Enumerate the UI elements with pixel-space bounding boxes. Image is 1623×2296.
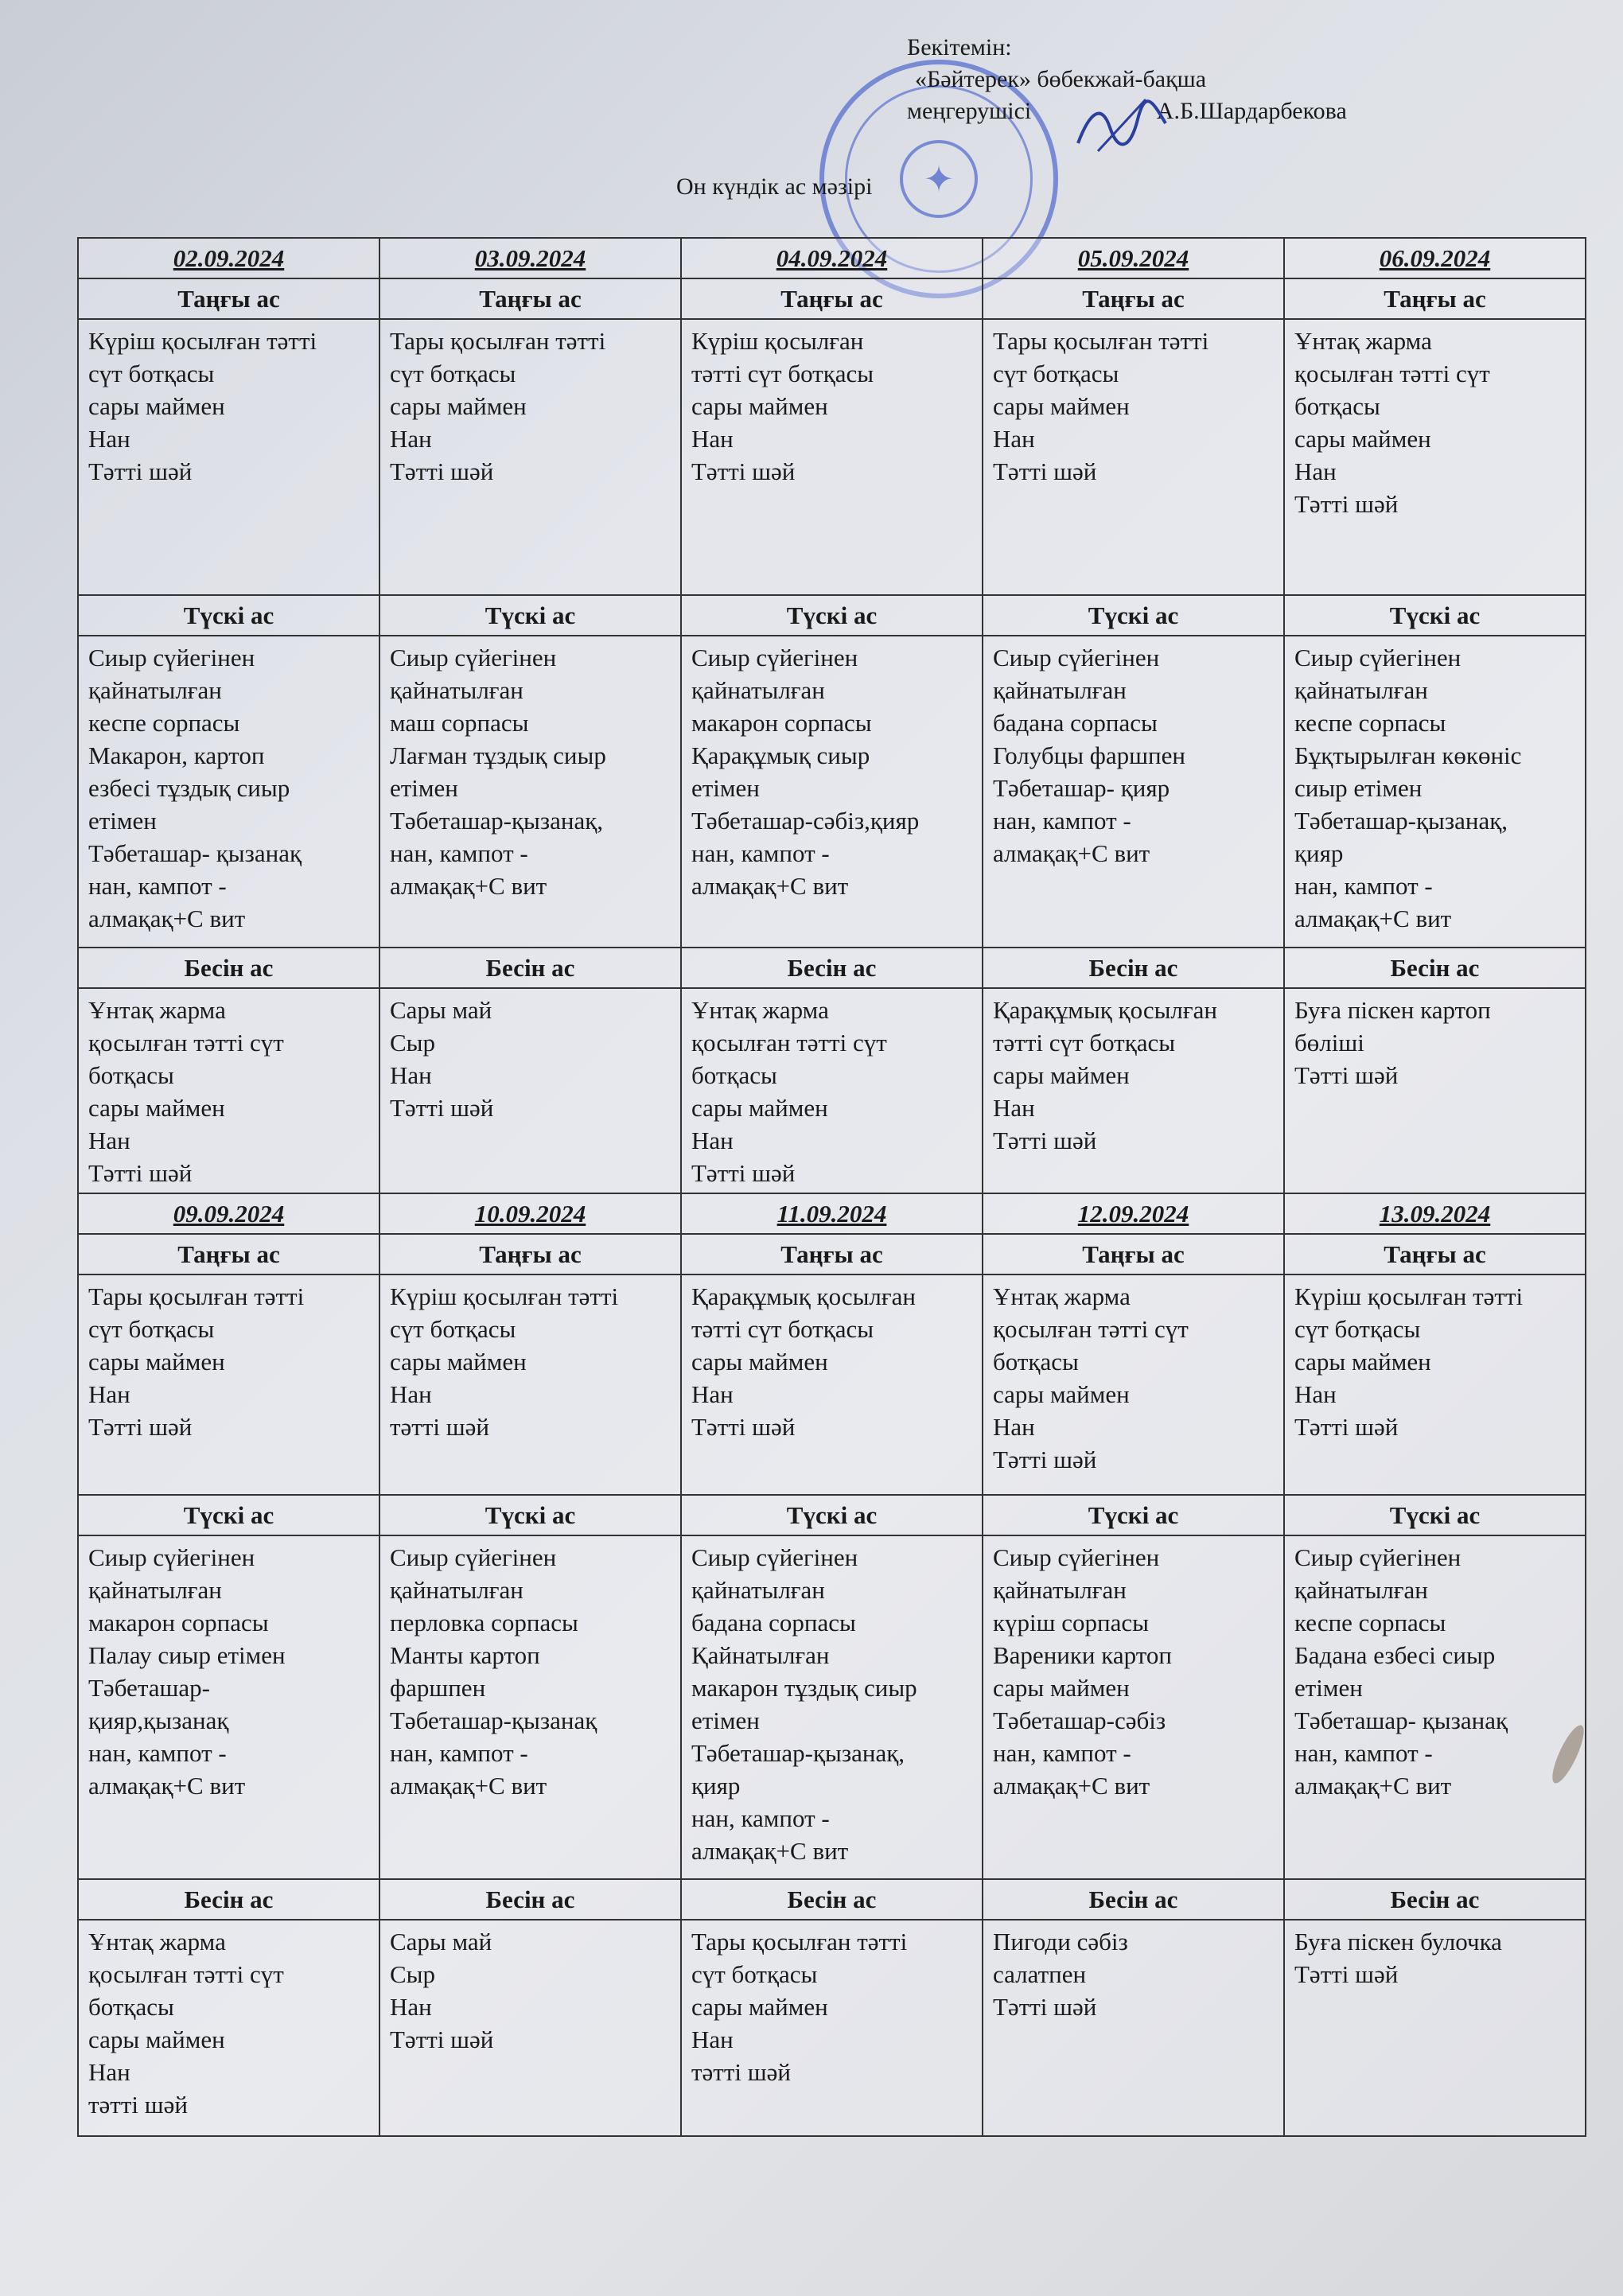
date-header-row — [78, 1193, 1586, 1234]
menu-line: Сыр — [390, 1029, 436, 1057]
snack-header-cell: Бесін ас — [78, 1879, 379, 1920]
breakfast-header-cell: Таңғы ас — [1284, 278, 1586, 319]
menu-line: Тәбеташар-қызанақ, — [1294, 807, 1508, 835]
breakfast-cell — [379, 319, 681, 595]
menu-line: Тәтті шәй — [691, 1413, 796, 1441]
menu-line: Тәтті шәй — [390, 1094, 494, 1122]
menu-line: Макарон, картоп — [88, 741, 265, 769]
menu-line: бадана сорпасы — [691, 1609, 856, 1636]
menu-line: Нан — [390, 425, 432, 453]
breakfast-header-cell: Таңғы ас — [78, 278, 379, 319]
snack-cell — [78, 1920, 379, 2136]
lunch-header-cell: Түскі ас — [379, 1495, 681, 1535]
breakfast-cell — [983, 1274, 1284, 1495]
lunch-header-cell: Түскі ас — [681, 1495, 983, 1535]
menu-line: алмақақ+С вит — [1294, 1772, 1452, 1800]
menu-line: қайнатылған — [1294, 676, 1428, 704]
menu-line: Қарақұмық қосылған — [993, 996, 1217, 1024]
menu-line: қияр,қызанақ — [88, 1706, 229, 1734]
breakfast-header-cell: Таңғы ас — [379, 278, 681, 319]
menu-line: қосылған тәтті сүт — [993, 1315, 1189, 1343]
menu-line: Сыр — [390, 1960, 436, 1988]
menu-line: қосылған тәтті сүт — [691, 1029, 887, 1057]
head-label: меңгерушісі — [907, 98, 1032, 124]
menu-line: етімен — [1294, 1674, 1363, 1702]
menu-line: Нан — [691, 1127, 734, 1154]
menu-line: Қарақұмық сиыр — [691, 741, 870, 769]
lunch-header-cell: Түскі ас — [1284, 595, 1586, 636]
date-header-cell: 11.09.2024 — [681, 1193, 983, 1234]
menu-line: Нан — [88, 1380, 130, 1408]
menu-line: Тәтті шәй — [993, 1127, 1097, 1154]
menu-line: ботқасы — [88, 1061, 174, 1089]
snack-header-cell: Бесін ас — [983, 1879, 1284, 1920]
menu-line: қайнатылған — [88, 676, 222, 704]
menu-line: қайнатылған — [390, 676, 523, 704]
lunch-header-cell: Түскі ас — [983, 1495, 1284, 1535]
snack-cell — [379, 1920, 681, 2136]
menu-line: Нан — [88, 425, 130, 453]
menu-line: Сиыр сүйегінен — [691, 1543, 858, 1571]
menu-line: алмақақ+С вит — [993, 839, 1150, 867]
menu-line: тәтті сүт ботқасы — [993, 1029, 1176, 1057]
menu-line: сары маймен — [88, 392, 225, 420]
snack-row — [78, 1920, 1586, 2136]
menu-line: қосылған тәтті сүт — [88, 1960, 284, 1988]
menu-line: сары маймен — [691, 1094, 828, 1122]
lunch-cell — [78, 1535, 379, 1879]
menu-line: алмақақ+С вит — [390, 1772, 547, 1800]
menu-line: қайнатылған — [691, 676, 825, 704]
snack-header-cell: Бесін ас — [681, 948, 983, 988]
menu-line: Тәтті шәй — [691, 457, 796, 485]
snack-cell — [379, 988, 681, 1193]
menu-line: алмақақ+С вит — [691, 1837, 849, 1865]
menu-line: қайнатылған — [390, 1576, 523, 1604]
menu-line: сүт ботқасы — [390, 360, 516, 387]
menu-line: Нан — [88, 2058, 130, 2086]
menu-line: Сиыр сүйегінен — [390, 1543, 557, 1571]
menu-line: қосылған тәтті сүт — [1294, 360, 1490, 387]
menu-line: Қарақұмық қосылған — [691, 1282, 916, 1310]
menu-line: Нан — [390, 1380, 432, 1408]
menu-line: сары маймен — [88, 1094, 225, 1122]
breakfast-header-cell: Таңғы ас — [681, 278, 983, 319]
menu-line: алмақақ+С вит — [390, 872, 547, 900]
menu-line: тәтті сүт ботқасы — [691, 360, 874, 387]
menu-line: Нан — [691, 1380, 734, 1408]
menu-line: Тәтті шәй — [88, 1159, 193, 1187]
snack-header-row — [78, 948, 1586, 988]
lunch-cell — [379, 636, 681, 948]
menu-line: Сиыр сүйегінен — [691, 644, 858, 671]
menu-line: Тәтті шәй — [88, 1413, 193, 1441]
menu-line: Сары май — [390, 1928, 492, 1955]
menu-line: сары маймен — [1294, 1348, 1431, 1376]
menu-line: Нан — [390, 1993, 432, 2021]
menu-line: кеспе сорпасы — [88, 709, 240, 737]
snack-row — [78, 988, 1586, 1193]
menu-line: Нан — [390, 1061, 432, 1089]
menu-line: сары маймен — [993, 1061, 1130, 1089]
date-header-cell: 02.09.2024 — [78, 238, 379, 278]
menu-line: Бадана езбесі сиыр — [1294, 1641, 1496, 1669]
menu-line: қайнатылған — [993, 1576, 1127, 1604]
snack-cell — [983, 1920, 1284, 2136]
breakfast-cell — [681, 319, 983, 595]
menu-line: кеспе сорпасы — [1294, 709, 1446, 737]
menu-line: Ұнтақ жарма — [993, 1282, 1131, 1310]
menu-line: Сиыр сүйегінен — [993, 644, 1160, 671]
menu-line: алмақақ+С вит — [88, 1772, 246, 1800]
menu-line: Сиыр сүйегінен — [1294, 1543, 1461, 1571]
menu-line: тәтті шәй — [390, 1413, 489, 1441]
menu-line: Нан — [691, 2026, 734, 2053]
lunch-row — [78, 636, 1586, 948]
lunch-header-row — [78, 595, 1586, 636]
snack-header-cell: Бесін ас — [379, 1879, 681, 1920]
menu-line: Нан — [993, 1413, 1035, 1441]
menu-line: сары маймен — [691, 1348, 828, 1376]
menu-line: Тәтті шәй — [390, 2026, 494, 2053]
org-line: «Бәйтерек» бөбекжай-бақша — [915, 66, 1207, 92]
menu-line: ботқасы — [88, 1993, 174, 2021]
menu-line: сары маймен — [993, 1674, 1130, 1702]
menu-line: Тары қосылған тәтті — [993, 327, 1209, 355]
emblem-icon: ✦ — [900, 140, 978, 218]
menu-line: нан, кампот - — [993, 1739, 1131, 1767]
menu-line: етімен — [691, 774, 760, 802]
breakfast-header-cell: Таңғы ас — [379, 1234, 681, 1274]
breakfast-cell — [379, 1274, 681, 1495]
menu-line: Күріш қосылған — [691, 327, 864, 355]
menu-line: нан, кампот - — [88, 872, 227, 900]
menu-line: сүт ботқасы — [1294, 1315, 1421, 1343]
snack-cell — [681, 1920, 983, 2136]
menu-line: нан, кампот - — [993, 807, 1131, 835]
breakfast-header-cell: Таңғы ас — [983, 278, 1284, 319]
menu-line: тәтті шәй — [88, 2091, 188, 2119]
menu-line: Тәбеташар-қызанақ, — [390, 807, 604, 835]
menu-line: Буға піскен картоп — [1294, 996, 1491, 1024]
menu-line: бөліші — [1294, 1029, 1364, 1057]
breakfast-header-cell: Таңғы ас — [1284, 1234, 1586, 1274]
menu-line: Тары қосылған тәтті — [390, 327, 606, 355]
breakfast-header-row — [78, 1234, 1586, 1274]
menu-line: Тәтті шәй — [88, 457, 193, 485]
menu-line: сүт ботқасы — [88, 1315, 215, 1343]
date-header-cell: 09.09.2024 — [78, 1193, 379, 1234]
signature-mark — [1074, 95, 1170, 159]
menu-line: Лағман тұздық сиыр — [390, 741, 606, 769]
menu-line: Сиыр сүйегінен — [88, 644, 255, 671]
menu-line: Тары қосылған тәтті — [691, 1928, 908, 1955]
breakfast-header-row — [78, 278, 1586, 319]
snack-header-cell: Бесін ас — [1284, 948, 1586, 988]
menu-line: Нан — [691, 425, 734, 453]
menu-line: нан, кампот - — [1294, 872, 1433, 900]
menu-line: етімен — [88, 807, 157, 835]
menu-line: Ұнтақ жарма — [1294, 327, 1432, 355]
menu-line: Сиыр сүйегінен — [1294, 644, 1461, 671]
menu-line: бадана сорпасы — [993, 709, 1158, 737]
lunch-row — [78, 1535, 1586, 1879]
breakfast-cell — [78, 319, 379, 595]
menu-line: Пигоди сәбіз — [993, 1928, 1128, 1955]
menu-line: Тәтті шәй — [1294, 490, 1399, 518]
menu-line: Нан — [1294, 1380, 1337, 1408]
menu-line: сүт ботқасы — [390, 1315, 516, 1343]
menu-line: Тәбеташар- — [88, 1674, 210, 1702]
snack-cell — [1284, 988, 1586, 1193]
menu-title: Он күндік ас мәзірі — [676, 173, 873, 200]
menu-line: нан, кампот - — [691, 1804, 830, 1832]
menu-line: қайнатылған — [88, 1576, 222, 1604]
lunch-header-cell: Түскі ас — [78, 1495, 379, 1535]
menu-line: сары маймен — [691, 1993, 828, 2021]
menu-line: Ұнтақ жарма — [88, 1928, 226, 1955]
lunch-cell — [379, 1535, 681, 1879]
menu-line: Голубцы фаршпен — [993, 741, 1185, 769]
lunch-header-cell: Түскі ас — [78, 595, 379, 636]
head-name: А.Б.Шардарбекова — [1156, 98, 1347, 124]
lunch-cell — [681, 636, 983, 948]
menu-line: Буға піскен булочка — [1294, 1928, 1502, 1955]
menu-line: сүт ботқасы — [88, 360, 215, 387]
menu-line: Қайнатылған — [691, 1641, 830, 1669]
menu-line: фаршпен — [390, 1674, 486, 1702]
snack-header-cell: Бесін ас — [983, 948, 1284, 988]
lunch-cell — [1284, 1535, 1586, 1879]
menu-line: Тәтті шәй — [390, 457, 494, 485]
lunch-cell — [983, 636, 1284, 948]
menu-line: тәтті сүт ботқасы — [691, 1315, 874, 1343]
snack-cell — [1284, 1920, 1586, 2136]
menu-line: алмақақ+С вит — [88, 905, 246, 932]
lunch-header-cell: Түскі ас — [1284, 1495, 1586, 1535]
approve-label: Бекітемін: — [907, 34, 1012, 60]
lunch-header-cell: Түскі ас — [681, 595, 983, 636]
breakfast-header-cell: Таңғы ас — [78, 1234, 379, 1274]
lunch-cell — [983, 1535, 1284, 1879]
menu-line: ботқасы — [993, 1348, 1079, 1376]
menu-line: маш сорпасы — [390, 709, 529, 737]
menu-line: етімен — [390, 774, 458, 802]
menu-line: ботқасы — [1294, 392, 1380, 420]
menu-line: Тәбеташар-қызанақ — [390, 1706, 597, 1734]
menu-line: Тәтті шәй — [1294, 1413, 1399, 1441]
menu-line: нан, кампот - — [691, 839, 830, 867]
lunch-cell — [1284, 636, 1586, 948]
menu-line: макарон сорпасы — [691, 709, 872, 737]
menu-line: макарон сорпасы — [88, 1609, 269, 1636]
menu-line: Тәтті шәй — [1294, 1960, 1399, 1988]
date-header-cell: 06.09.2024 — [1284, 238, 1586, 278]
menu-line: сиыр етімен — [1294, 774, 1423, 802]
menu-line: салатпен — [993, 1960, 1087, 1988]
date-header-cell: 05.09.2024 — [983, 238, 1284, 278]
menu-line: күріш сорпасы — [993, 1609, 1149, 1636]
menu-line: Ұнтақ жарма — [88, 996, 226, 1024]
menu-line: Нан — [1294, 457, 1337, 485]
menu-line: сары маймен — [993, 392, 1130, 420]
menu-line: сары маймен — [390, 392, 527, 420]
menu-line: қайнатылған — [691, 1576, 825, 1604]
date-header-row — [78, 238, 1586, 278]
menu-line: сүт ботқасы — [691, 1960, 818, 1988]
lunch-cell — [78, 636, 379, 948]
menu-line: Тәтті шәй — [1294, 1061, 1399, 1089]
breakfast-cell — [681, 1274, 983, 1495]
menu-table — [77, 237, 1586, 2137]
menu-line: Тәбеташар- қызанақ — [88, 839, 302, 867]
snack-cell — [681, 988, 983, 1193]
menu-line: қайнатылған — [1294, 1576, 1428, 1604]
menu-line: қияр — [691, 1772, 741, 1800]
snack-header-row — [78, 1879, 1586, 1920]
snack-header-cell: Бесін ас — [78, 948, 379, 988]
breakfast-row — [78, 1274, 1586, 1495]
menu-line: Тәтті шәй — [993, 457, 1097, 485]
menu-line: Нан — [993, 425, 1035, 453]
menu-line: Тәбеташар-қызанақ, — [691, 1739, 905, 1767]
snack-cell — [983, 988, 1284, 1193]
menu-line: нан, кампот - — [390, 1739, 528, 1767]
menu-line: сары маймен — [88, 2026, 225, 2053]
menu-line: Вареники картоп — [993, 1641, 1172, 1669]
menu-line: Тәтті шәй — [993, 1993, 1097, 2021]
menu-line: сары маймен — [1294, 425, 1431, 453]
date-header-cell: 10.09.2024 — [379, 1193, 681, 1234]
menu-line: Нан — [88, 1127, 130, 1154]
menu-line: қосылған тәтті сүт — [88, 1029, 284, 1057]
date-header-cell: 13.09.2024 — [1284, 1193, 1586, 1234]
breakfast-cell — [983, 319, 1284, 595]
date-header-cell: 04.09.2024 — [681, 238, 983, 278]
menu-line: сары маймен — [993, 1380, 1130, 1408]
menu-line: нан, кампот - — [390, 839, 528, 867]
menu-line: Бұқтырылған көкөніс — [1294, 741, 1522, 769]
menu-line: Сиыр сүйегінен — [88, 1543, 255, 1571]
menu-line: ботқасы — [691, 1061, 777, 1089]
lunch-header-cell: Түскі ас — [379, 595, 681, 636]
menu-line: нан, кампот - — [88, 1739, 227, 1767]
breakfast-cell — [1284, 319, 1586, 595]
menu-line: тәтті шәй — [691, 2058, 791, 2086]
menu-line: алмақақ+С вит — [691, 872, 849, 900]
menu-line: кеспе сорпасы — [1294, 1609, 1446, 1636]
breakfast-row — [78, 319, 1586, 595]
breakfast-cell — [1284, 1274, 1586, 1495]
menu-line: Нан — [993, 1094, 1035, 1122]
menu-line: Сиыр сүйегінен — [993, 1543, 1160, 1571]
lunch-cell — [681, 1535, 983, 1879]
menu-line: Күріш қосылған тәтті — [88, 327, 317, 355]
menu-line: Тары қосылған тәтті — [88, 1282, 305, 1310]
breakfast-cell — [78, 1274, 379, 1495]
menu-line: сары маймен — [390, 1348, 527, 1376]
breakfast-header-cell: Таңғы ас — [983, 1234, 1284, 1274]
menu-line: Палау сиыр етімен — [88, 1641, 286, 1669]
menu-line: Тәбеташар-сәбіз,қияр — [691, 807, 920, 835]
lunch-header-row — [78, 1495, 1586, 1535]
menu-line: Күріш қосылған тәтті — [390, 1282, 619, 1310]
snack-header-cell: Бесін ас — [1284, 1879, 1586, 1920]
menu-line: езбесі тұздық сиыр — [88, 774, 290, 802]
snack-cell — [78, 988, 379, 1193]
menu-line: макарон тұздық сиыр — [691, 1674, 917, 1702]
date-header-cell: 03.09.2024 — [379, 238, 681, 278]
menu-line: Манты картоп — [390, 1641, 540, 1669]
menu-line: қайнатылған — [993, 676, 1127, 704]
menu-line: Сиыр сүйегінен — [390, 644, 557, 671]
menu-line: сары маймен — [88, 1348, 225, 1376]
date-header-cell: 12.09.2024 — [983, 1193, 1284, 1234]
menu-line: етімен — [691, 1706, 760, 1734]
menu-line: перловка сорпасы — [390, 1609, 578, 1636]
menu-line: Ұнтақ жарма — [691, 996, 829, 1024]
menu-line: нан, кампот - — [1294, 1739, 1433, 1767]
menu-line: Күріш қосылған тәтті — [1294, 1282, 1524, 1310]
menu-line: қияр — [1294, 839, 1344, 867]
snack-header-cell: Бесін ас — [379, 948, 681, 988]
menu-line: Тәтті шәй — [993, 1446, 1097, 1473]
menu-line: Тәбеташар- қызанақ — [1294, 1706, 1508, 1734]
lunch-header-cell: Түскі ас — [983, 595, 1284, 636]
menu-line: сүт ботқасы — [993, 360, 1119, 387]
menu-line: алмақақ+С вит — [993, 1772, 1150, 1800]
menu-line: сары маймен — [691, 392, 828, 420]
snack-header-cell: Бесін ас — [681, 1879, 983, 1920]
breakfast-header-cell: Таңғы ас — [681, 1234, 983, 1274]
menu-line: Сары май — [390, 996, 492, 1024]
menu-line: Тәбеташар-сәбіз — [993, 1706, 1166, 1734]
menu-line: алмақақ+С вит — [1294, 905, 1452, 932]
menu-line: Тәбеташар- қияр — [993, 774, 1170, 802]
menu-line: Тәтті шәй — [691, 1159, 796, 1187]
